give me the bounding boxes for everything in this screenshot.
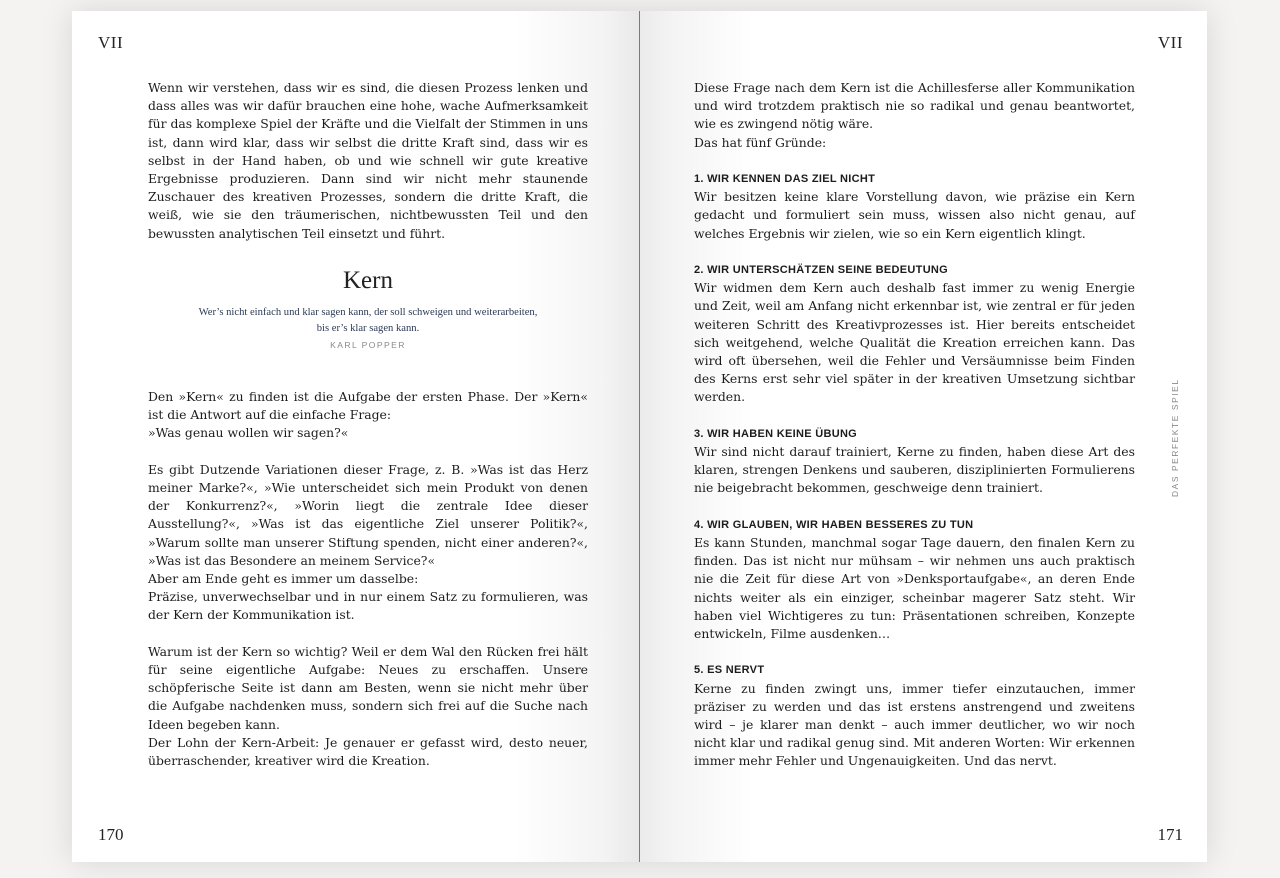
paragraph: Das hat fünf Gründe:	[694, 134, 827, 150]
paragraph: Der Lohn der Kern-Arbeit: Je genauer er gefasst wird, desto neuer, überraschender, kreativer wird die Kreation.	[148, 734, 588, 769]
book-spread	[72, 11, 1207, 862]
reason-heading: 4. WIR GLAUBEN, WIR HABEN BESSERES ZU TUN	[694, 518, 974, 531]
body-text-left	[148, 388, 588, 770]
chapter-number-left: VII	[98, 33, 124, 52]
page-number-left: 170	[98, 825, 124, 844]
paragraph: Es gibt Dutzende Variationen dieser Frage, z. B. »Was ist das Herz meiner Marke?«, »Wie unterscheidet sich mein Produkt von denen der Konkurrenz?«, »Worin liegt die zentrale Idee dieser Ausstellung?«, »Was ist das eigentliche Ziel unserer Politik?«, »Warum sollte man unserer Stiftung spenden, nicht einer anderen?«, »Was ist das Besondere an meinem Service?«	[148, 461, 588, 568]
reason-text: Wir widmen dem Kern auch deshalb fast immer zu wenig Energie und Zeit, weil am Anfang nicht erkennbar ist, wie zentral er für jeden weiteren Schritt des Kreativprozesses ist. Hier bereits entscheidet sich weitgehend, welche Qualität die Kreation erreichen kann. Das wird oft übersehen, weil die Fehler und Versäumnisse beim Finden des Kerns erst sehr viel später in der kreativen Umsetzung sichtbar werden.	[694, 280, 1135, 405]
left-page	[72, 11, 640, 862]
page-number-right: 171	[1157, 825, 1183, 844]
reason-heading: 3. WIR HABEN KEINE ÜBUNG	[694, 427, 858, 440]
paragraph: Aber am Ende geht es immer um dasselbe:	[148, 571, 419, 587]
reason-heading: 1. WIR KENNEN DAS ZIEL NICHT	[694, 173, 876, 185]
reason-text: Kerne zu finden zwingt uns, immer tiefer einzutauchen, immer präziser zu werden und das ist erstens anstrengend und zweitens wird – je klarer man denkt – auch immer deutlicher, wo wir noch nicht klar und radikal genug sind. Mit anderen Worten: Wir erkennen immer mehr Fehler und Ungenauigkeiten. Und das nervt.	[694, 680, 1135, 769]
quote-line-1: Wer’s nicht einfach und klar sagen kann, der soll schweigen und weiterarbeiten,	[198, 307, 538, 318]
quote-line-2: bis er’s klar sagen kann.	[316, 323, 420, 334]
reason-heading: 5. ES NERVT	[694, 664, 765, 677]
epigraph-quote	[148, 305, 588, 337]
body-text-right	[694, 79, 1135, 771]
reason-heading: 2. WIR UNTERSCHÄTZEN SEINE BEDEUTUNG	[694, 264, 949, 276]
chapter-number-right: VII	[1157, 33, 1183, 52]
paragraph: »Was genau wollen wir sagen?«	[148, 425, 349, 441]
quote-author: KARL POPPER	[330, 340, 406, 350]
section-title: Kern	[343, 267, 393, 294]
intro-paragraph	[148, 79, 588, 243]
paragraph: Präzise, unverwechselbar und in nur einem Satz zu formulieren, was der Kern der Kommunikation ist.	[148, 589, 588, 623]
right-page	[640, 11, 1207, 862]
paragraph: Warum ist der Kern so wichtig? Weil er dem Wal den Rücken frei hält für seine eigentliche Aufgabe: Neues zu erschaffen. Unsere schöpferische Seite ist dann am Besten, wenn sie nicht mehr über die Aufgabe nachdenken muss, sondern sich frei auf die Suche nach Ideen begeben kann.	[148, 643, 588, 732]
reason-text: Wir sind nicht darauf trainiert, Kerne zu finden, haben diese Art des klaren, strengen Denkens und sauberen, disziplinierten Formulierens nie beigebracht bekommen, geschweige denn trainiert.	[694, 444, 1135, 496]
paragraph: Diese Frage nach dem Kern ist die Achillesferse aller Kommunikation und wird trotzdem praktisch nie so radikal und genau beantwortet, wie es zwingend nötig wäre.	[694, 80, 1135, 132]
paragraph: Den »Kern« zu finden ist die Aufgabe der ersten Phase. Der »Kern« ist die Antwort auf die einfache Frage:	[148, 389, 588, 423]
reason-text: Wir besitzen keine klare Vorstellung davon, wie präzise ein Kern gedacht und formuliert sein muss, wissen also nicht genau, auf welches Ergebnis wir zielen, wie so ein Kern eigentlich klingt.	[694, 189, 1135, 241]
reason-text: Es kann Stunden, manchmal sogar Tage dauern, den finalen Kern zu finden. Das ist nicht nur mühsam – wir nehmen uns auch praktisch nie die Zeit für diese Art von »Denksportaufgabe«, an deren Ende nichts weiter als ein einziger, scheinbar magerer Satz steht. Wir haben viel Wichtigeres zu tun: Präsentationen schreiben, Konzepte entwickeln, Filme ausdenken…	[694, 535, 1135, 642]
intro-text: Wenn wir verstehen, dass wir es sind, die diesen Prozess lenken und dass alles was wir dafür brauchen eine hohe, wache Aufmerksamkeit für das komplexe Spiel der Kräfte und die Vielfalt der Stimmen in uns ist, dann wird klar, dass wir selbst die dritte Kraft sind, dass wir es selbst in der Hand haben, ob und wie schnell wir gute kreative Ergebnisse produzieren. Dann sind wir nicht mehr staunende Zuschauer des kreativen Prozesses, sondern die dritte Kraft, die weiß, wie sie den träumerischen, nichtbewussten Teil und den bewussten analytischen Teil einsetzt und führt.	[148, 80, 588, 241]
running-header-vertical: DAS PERFEKTE SPIEL	[1170, 378, 1180, 497]
